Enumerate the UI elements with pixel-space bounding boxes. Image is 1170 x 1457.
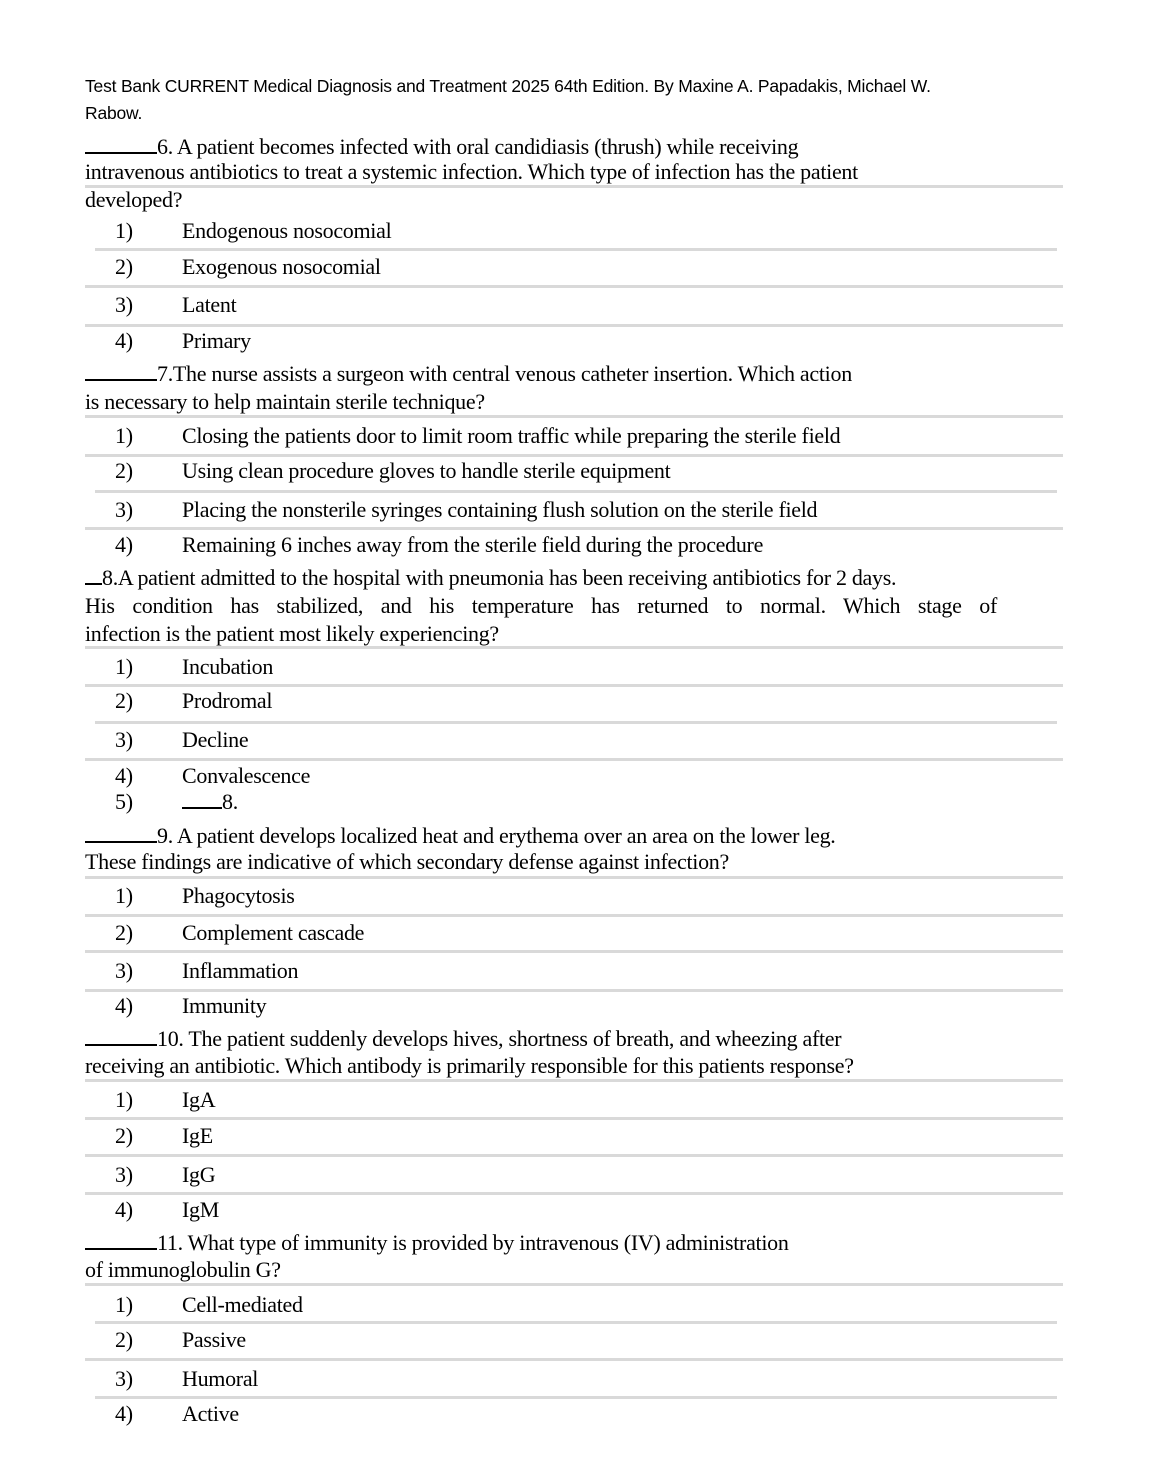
question-text: intravenous antibiotics to treat a systemic infection. Which type of infection has the patient xyxy=(85,159,858,184)
option-number: 5) xyxy=(115,789,133,814)
option-text: Inflammation xyxy=(182,958,299,983)
question-text: 6. A patient becomes infected with oral candidiasis (thrush) while receiving xyxy=(157,134,799,159)
divider xyxy=(95,1321,1057,1324)
option-text: Immunity xyxy=(182,993,267,1018)
question-stem xyxy=(85,361,852,387)
answer-blank xyxy=(85,1230,157,1250)
question-text: These findings are indicative of which secondary defense against infection? xyxy=(85,849,729,874)
divider xyxy=(85,989,1063,992)
question-text: 9. A patient develops localized heat and erythema over an area on the lower leg. xyxy=(157,823,836,848)
divider xyxy=(85,324,1063,327)
option-number: 2) xyxy=(115,458,133,483)
question-text: 11. What type of immunity is provided by intravenous (IV) administration xyxy=(157,1230,789,1255)
question-text: 10. The patient suddenly develops hives, shortness of breath, and wheezing after xyxy=(157,1026,842,1051)
option-number: 2) xyxy=(115,1123,133,1148)
option-number: 1) xyxy=(115,883,133,908)
option-number: 3) xyxy=(115,1366,133,1391)
divider xyxy=(85,914,1063,917)
divider xyxy=(85,1154,1063,1157)
option-number: 4) xyxy=(115,532,133,557)
option-text xyxy=(182,789,238,815)
question-text: 7.The nurse assists a surgeon with central venous catheter insertion. Which action xyxy=(157,361,852,386)
answer-blank xyxy=(85,823,157,843)
option-text: IgM xyxy=(182,1197,219,1222)
option-text: Endogenous nosocomial xyxy=(182,218,392,243)
divider xyxy=(85,454,1063,457)
divider xyxy=(85,1079,1063,1082)
divider xyxy=(85,415,1063,418)
divider xyxy=(85,527,1063,530)
option-label: 8. xyxy=(222,789,238,814)
divider xyxy=(85,1192,1063,1195)
question-stem xyxy=(85,134,798,160)
option-number: 2) xyxy=(115,1327,133,1352)
divider xyxy=(85,1117,1063,1120)
question-text: 8.A patient admitted to the hospital with pneumonia has been receiving antibiotics for 2 days. xyxy=(102,565,897,590)
question-text: is necessary to help maintain sterile technique? xyxy=(85,389,485,414)
option-text: Passive xyxy=(182,1327,246,1352)
option-text: Active xyxy=(182,1401,239,1426)
divider xyxy=(85,950,1063,953)
option-number: 1) xyxy=(115,654,133,679)
option-number: 3) xyxy=(115,292,133,317)
option-text: Placing the nonsterile syringes containing flush solution on the sterile field xyxy=(182,497,818,522)
question-stem xyxy=(85,1026,841,1052)
divider xyxy=(85,1283,1063,1286)
option-text: Exogenous nosocomial xyxy=(182,254,381,279)
question-text: developed? xyxy=(85,187,183,212)
header-title-line: Rabow. xyxy=(85,103,143,123)
option-number: 2) xyxy=(115,254,133,279)
divider xyxy=(95,1396,1057,1399)
option-number: 4) xyxy=(115,328,133,353)
option-text: Cell-mediated xyxy=(182,1292,303,1317)
option-number: 3) xyxy=(115,958,133,983)
question-text: of immunoglobulin G? xyxy=(85,1257,281,1282)
option-text: Using clean procedure gloves to handle sterile equipment xyxy=(182,458,671,483)
divider xyxy=(85,285,1063,288)
question-stem xyxy=(85,565,896,591)
question-text: receiving an antibiotic. Which antibody is primarily responsible for this patients response? xyxy=(85,1053,854,1078)
header-title-line: Test Bank CURRENT Medical Diagnosis and Treatment 2025 64th Edition. By Maxine A. Papadakis, Michael W. xyxy=(85,76,931,96)
option-text: IgA xyxy=(182,1087,216,1112)
divider xyxy=(95,490,1057,493)
option-number: 1) xyxy=(115,1087,133,1112)
option-text: Decline xyxy=(182,727,249,752)
option-number: 1) xyxy=(115,1292,133,1317)
option-number: 4) xyxy=(115,1197,133,1222)
option-number: 4) xyxy=(115,763,133,788)
option-number: 3) xyxy=(115,497,133,522)
option-text: Complement cascade xyxy=(182,920,365,945)
option-text: Remaining 6 inches away from the sterile field during the procedure xyxy=(182,532,764,557)
option-number: 4) xyxy=(115,993,133,1018)
option-text: Closing the patients door to limit room traffic while preparing the sterile field xyxy=(182,423,841,448)
option-number: 3) xyxy=(115,1162,133,1187)
option-number: 2) xyxy=(115,920,133,945)
option-text: Latent xyxy=(182,292,237,317)
divider xyxy=(85,1358,1063,1361)
answer-blank xyxy=(182,789,222,809)
divider xyxy=(95,248,1057,251)
option-number: 2) xyxy=(115,688,133,713)
divider xyxy=(85,758,1063,761)
option-text: Humoral xyxy=(182,1366,259,1391)
option-text: IgG xyxy=(182,1162,216,1187)
question-stem xyxy=(85,1230,789,1256)
option-number: 4) xyxy=(115,1401,133,1426)
divider xyxy=(85,876,1063,879)
divider xyxy=(85,185,1063,188)
question-text: His condition has stabilized, and his temperature has returned to normal. Which stage of xyxy=(85,593,997,618)
option-text: Incubation xyxy=(182,654,274,679)
option-text: Prodromal xyxy=(182,688,273,713)
question-stem xyxy=(85,823,836,849)
question-text: infection is the patient most likely experiencing? xyxy=(85,621,499,646)
option-number: 1) xyxy=(115,218,133,243)
option-text: Convalescence xyxy=(182,763,311,788)
option-text: Phagocytosis xyxy=(182,883,295,908)
option-number: 3) xyxy=(115,727,133,752)
option-text: Primary xyxy=(182,328,251,353)
answer-blank xyxy=(85,361,157,381)
answer-blank xyxy=(85,134,157,154)
answer-blank xyxy=(85,1026,157,1046)
divider xyxy=(95,721,1057,724)
answer-blank xyxy=(85,565,102,585)
option-text: IgE xyxy=(182,1123,213,1148)
divider xyxy=(85,684,1063,687)
option-number: 1) xyxy=(115,423,133,448)
